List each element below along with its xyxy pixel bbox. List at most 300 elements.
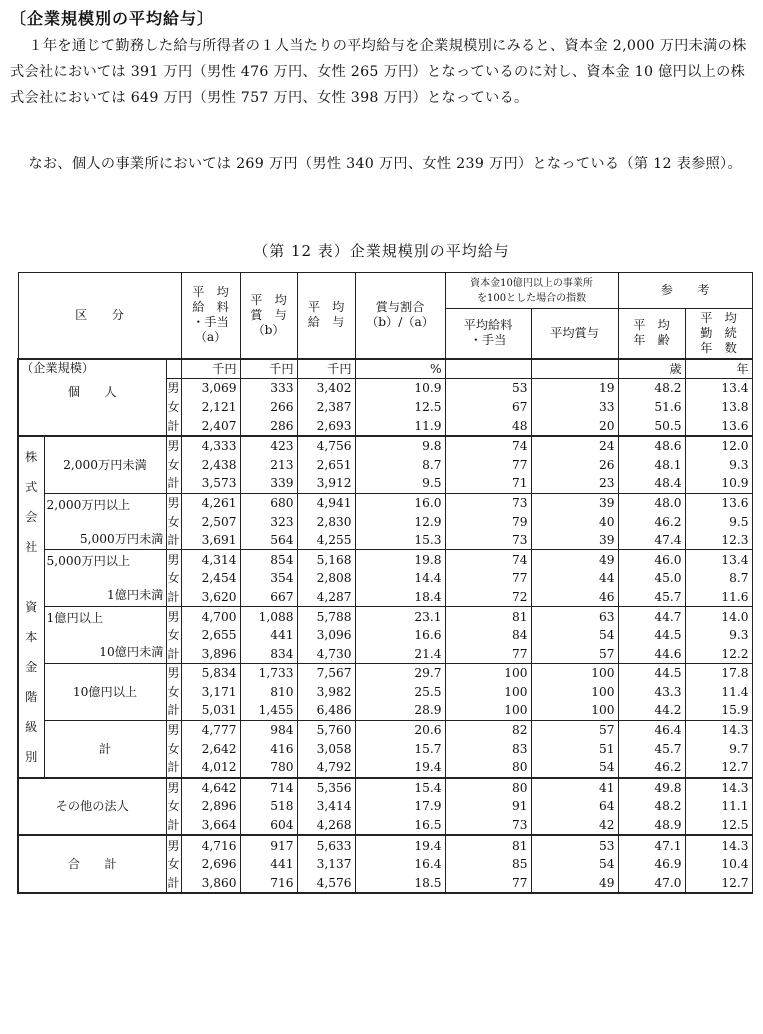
col-index-bonus: 39 (531, 531, 618, 550)
col-avg-pay: 3,896 (181, 644, 240, 663)
col-avg-tenure: 12.5 (685, 816, 752, 836)
col-bonus-ratio: 15.3 (355, 531, 445, 550)
col-avg-age: 47.4 (618, 531, 685, 550)
category-label-text: 個 人 (67, 384, 117, 399)
category-label-line: 計 (98, 741, 112, 756)
col-avg-tenure: 8.7 (685, 569, 752, 588)
col-avg-tenure: 11.6 (685, 588, 752, 607)
col-avg-bonus: 1,088 (240, 607, 297, 626)
col-bonus-ratio: 18.4 (355, 588, 445, 607)
col-bonus-ratio: 9.5 (355, 474, 445, 493)
col-avg-salary: 3,912 (297, 474, 355, 493)
col-avg-tenure: 12.7 (685, 758, 752, 778)
col-avg-bonus: 339 (240, 474, 297, 493)
col-index-pay: 48 (445, 416, 531, 436)
col-index-pay: 73 (445, 816, 531, 836)
col-avg-age: 48.4 (618, 474, 685, 493)
col-avg-tenure: 9.5 (685, 512, 752, 531)
category-label-4 (44, 607, 166, 664)
col-avg-age: 44.6 (618, 644, 685, 663)
sex-cell: 女 (166, 739, 181, 758)
table-row (18, 720, 752, 739)
col-bonus-ratio: 15.7 (355, 739, 445, 758)
col-avg-salary: 3,402 (297, 379, 355, 398)
sex-cell: 男 (166, 664, 181, 683)
col-avg-age: 48.6 (618, 436, 685, 456)
table-row (18, 436, 752, 456)
category-label-1 (44, 436, 166, 493)
sex-cell: 男 (166, 550, 181, 569)
col-bonus-ratio: 15.4 (355, 778, 445, 798)
col-avg-bonus: 286 (240, 416, 297, 436)
col-index-bonus: 51 (531, 739, 618, 758)
col-avg-tenure: 12.2 (685, 644, 752, 663)
category-label-line (47, 627, 164, 643)
col-avg-pay: 3,691 (181, 531, 240, 550)
col-bonus-ratio: 8.7 (355, 455, 445, 474)
col-avg-salary: 2,808 (297, 569, 355, 588)
col-avg-tenure: 14.3 (685, 720, 752, 739)
col-avg-pay: 3,620 (181, 588, 240, 607)
col-avg-bonus: 680 (240, 493, 297, 512)
col-avg-pay: 2,121 (181, 398, 240, 417)
col-avg-pay: 2,896 (181, 797, 240, 816)
category-label-3 (44, 550, 166, 607)
col-avg-age: 46.0 (618, 550, 685, 569)
sex-cell: 計 (166, 644, 181, 663)
col-avg-tenure: 9.3 (685, 455, 752, 474)
col-avg-salary: 4,287 (297, 588, 355, 607)
col-avg-pay: 2,696 (181, 855, 240, 874)
col-index-pay: 80 (445, 778, 531, 798)
col-avg-age: 43.3 (618, 683, 685, 702)
category-label-line: 1億円以上 (46, 611, 104, 626)
col-avg-bonus: 810 (240, 683, 297, 702)
col-avg-bonus: 323 (240, 512, 297, 531)
header-reference-group: 参 考 (618, 273, 752, 309)
col-avg-tenure: 13.8 (685, 398, 752, 417)
col-avg-age: 50.5 (618, 416, 685, 436)
col-bonus-ratio: 12.9 (355, 512, 445, 531)
salary-table (17, 272, 753, 894)
sex-cell: 女 (166, 855, 181, 874)
col-avg-age: 48.2 (618, 797, 685, 816)
col-bonus-ratio: 19.4 (355, 835, 445, 855)
col-index-pay: 80 (445, 758, 531, 778)
col-avg-age: 46.9 (618, 855, 685, 874)
header-avg-tenure: 平 均 勤 続 年 数 (685, 309, 752, 359)
col-avg-age: 48.1 (618, 455, 685, 474)
col-avg-salary: 3,096 (297, 626, 355, 645)
unit-salary: 千円 (297, 359, 355, 379)
sex-cell: 男 (166, 778, 181, 798)
col-avg-bonus: 423 (240, 436, 297, 456)
sex-cell: 女 (166, 455, 181, 474)
category-label-line (47, 570, 164, 586)
col-index-bonus: 54 (531, 855, 618, 874)
sex-cell: 女 (166, 512, 181, 531)
col-index-bonus: 40 (531, 512, 618, 531)
sex-cell: 女 (166, 683, 181, 702)
col-index-bonus: 33 (531, 398, 618, 417)
col-index-pay: 77 (445, 569, 531, 588)
col-avg-pay: 2,507 (181, 512, 240, 531)
sex-cell: 計 (166, 531, 181, 550)
header-avg-pay: 平 均 給 料 ・手当 （a） (181, 273, 240, 359)
col-avg-age: 45.7 (618, 739, 685, 758)
col-avg-pay: 3,573 (181, 474, 240, 493)
category-label-7 (18, 778, 166, 836)
unit-age: 歳 (618, 359, 685, 379)
col-avg-tenure: 13.4 (685, 550, 752, 569)
col-avg-age: 47.0 (618, 874, 685, 894)
col-index-bonus: 23 (531, 474, 618, 493)
col-avg-pay: 5,031 (181, 701, 240, 720)
col-avg-tenure: 11.1 (685, 797, 752, 816)
col-avg-tenure: 12.0 (685, 436, 752, 456)
col-index-pay: 74 (445, 550, 531, 569)
col-index-pay: 74 (445, 436, 531, 456)
col-avg-salary: 5,168 (297, 550, 355, 569)
category-label-line: 5,000万円未満 (79, 531, 164, 546)
category-label-line: 5,000万円以上 (46, 554, 131, 569)
col-avg-age: 48.9 (618, 816, 685, 836)
col-index-pay: 71 (445, 474, 531, 493)
col-index-bonus: 57 (531, 720, 618, 739)
col-avg-age: 45.7 (618, 588, 685, 607)
col-avg-tenure: 9.7 (685, 739, 752, 758)
col-bonus-ratio: 25.5 (355, 683, 445, 702)
col-index-pay: 81 (445, 607, 531, 626)
col-avg-pay: 4,333 (181, 436, 240, 456)
unit-tenure: 年 (685, 359, 752, 379)
col-avg-pay: 3,860 (181, 874, 240, 894)
col-bonus-ratio: 28.9 (355, 701, 445, 720)
col-avg-bonus: 984 (240, 720, 297, 739)
category-label-5 (44, 664, 166, 721)
unit-row (18, 359, 752, 379)
col-avg-pay: 4,261 (181, 493, 240, 512)
col-avg-pay: 2,655 (181, 626, 240, 645)
col-avg-pay: 4,700 (181, 607, 240, 626)
col-avg-tenure: 11.4 (685, 683, 752, 702)
col-bonus-ratio: 21.4 (355, 644, 445, 663)
table-row (18, 778, 752, 798)
col-avg-age: 46.2 (618, 512, 685, 531)
col-index-pay: 77 (445, 874, 531, 894)
col-avg-salary: 2,830 (297, 512, 355, 531)
col-avg-tenure: 13.6 (685, 493, 752, 512)
col-avg-age: 46.2 (618, 758, 685, 778)
col-index-pay: 77 (445, 455, 531, 474)
col-bonus-ratio: 12.5 (355, 398, 445, 417)
col-index-bonus: 100 (531, 664, 618, 683)
col-avg-salary: 5,788 (297, 607, 355, 626)
col-avg-pay: 4,716 (181, 835, 240, 855)
table-title: （第 12 表）企業規模別の平均給与 (253, 242, 510, 260)
col-avg-bonus: 564 (240, 531, 297, 550)
col-bonus-ratio: 20.6 (355, 720, 445, 739)
col-avg-bonus: 917 (240, 835, 297, 855)
col-index-bonus: 64 (531, 797, 618, 816)
col-bonus-ratio: 16.4 (355, 855, 445, 874)
col-bonus-ratio: 14.4 (355, 569, 445, 588)
sex-cell: 女 (166, 569, 181, 588)
sex-cell: 女 (166, 797, 181, 816)
col-index-bonus: 49 (531, 550, 618, 569)
category-label-6 (44, 720, 166, 777)
sex-cell: 計 (166, 416, 181, 436)
col-avg-tenure: 10.9 (685, 474, 752, 493)
col-avg-bonus: 714 (240, 778, 297, 798)
col-index-bonus: 54 (531, 626, 618, 645)
col-index-bonus: 39 (531, 493, 618, 512)
col-avg-salary: 2,693 (297, 416, 355, 436)
unit-bonus: 千円 (240, 359, 297, 379)
col-avg-salary: 7,567 (297, 664, 355, 683)
col-bonus-ratio: 18.5 (355, 874, 445, 894)
col-avg-pay: 2,438 (181, 455, 240, 474)
col-avg-pay: 2,454 (181, 569, 240, 588)
col-index-pay: 67 (445, 398, 531, 417)
col-index-bonus: 42 (531, 816, 618, 836)
col-avg-pay: 4,777 (181, 720, 240, 739)
table-row (18, 664, 752, 683)
col-avg-salary: 4,730 (297, 644, 355, 663)
col-avg-salary: 3,414 (297, 797, 355, 816)
col-index-pay: 100 (445, 683, 531, 702)
col-avg-tenure: 14.3 (685, 835, 752, 855)
col-index-bonus: 53 (531, 835, 618, 855)
col-index-pay: 85 (445, 855, 531, 874)
col-avg-salary: 5,760 (297, 720, 355, 739)
col-avg-tenure: 17.8 (685, 664, 752, 683)
col-avg-bonus: 1,455 (240, 701, 297, 720)
col-avg-bonus: 354 (240, 569, 297, 588)
table-row (18, 550, 752, 569)
category-label-line: 10億円未満 (99, 645, 164, 660)
col-avg-bonus: 604 (240, 816, 297, 836)
col-index-pay: 81 (445, 835, 531, 855)
col-index-pay: 72 (445, 588, 531, 607)
col-avg-salary: 2,651 (297, 455, 355, 474)
category-label-0 (18, 359, 166, 436)
col-bonus-ratio: 16.6 (355, 626, 445, 645)
col-avg-salary: 4,756 (297, 436, 355, 456)
col-avg-age: 44.2 (618, 701, 685, 720)
col-bonus-ratio: 16.0 (355, 493, 445, 512)
col-bonus-ratio: 23.1 (355, 607, 445, 626)
col-avg-bonus: 266 (240, 398, 297, 417)
col-avg-tenure: 14.3 (685, 778, 752, 798)
col-avg-pay: 2,642 (181, 739, 240, 758)
col-avg-salary: 6,486 (297, 701, 355, 720)
col-avg-tenure: 9.3 (685, 626, 752, 645)
category-label-2 (44, 493, 166, 550)
col-avg-tenure: 13.6 (685, 416, 752, 436)
unit-idx_bonus (531, 359, 618, 379)
sex-cell: 計 (166, 701, 181, 720)
col-avg-age: 46.4 (618, 720, 685, 739)
col-avg-tenure: 14.0 (685, 607, 752, 626)
section-heading: 〔企業規模別の平均給与〕 (10, 9, 215, 28)
col-bonus-ratio: 17.9 (355, 797, 445, 816)
sex-cell: 男 (166, 720, 181, 739)
unit-pay: 千円 (181, 359, 240, 379)
sex-cell: 計 (166, 474, 181, 493)
sex-cell: 男 (166, 835, 181, 855)
header-bonus-ratio: 賞与割合 （b）/（a） (355, 273, 445, 359)
col-index-pay: 100 (445, 664, 531, 683)
col-index-bonus: 46 (531, 588, 618, 607)
sex-cell: 男 (166, 436, 181, 456)
col-bonus-ratio: 16.5 (355, 816, 445, 836)
col-index-bonus: 49 (531, 874, 618, 894)
col-avg-bonus: 667 (240, 588, 297, 607)
sex-cell: 計 (166, 816, 181, 836)
col-avg-bonus: 780 (240, 758, 297, 778)
col-bonus-ratio: 19.4 (355, 758, 445, 778)
col-avg-bonus: 854 (240, 550, 297, 569)
col-avg-bonus: 1,733 (240, 664, 297, 683)
col-index-pay: 84 (445, 626, 531, 645)
col-index-pay: 82 (445, 720, 531, 739)
corp-vertical-label: 株 式 会 社 資 本 金 階 級 別 (18, 436, 44, 778)
header-index-pay: 平均給料 ・手当 (445, 309, 531, 359)
table-row (18, 607, 752, 626)
col-avg-bonus: 441 (240, 855, 297, 874)
col-index-bonus: 26 (531, 455, 618, 474)
unit-idx_pay (445, 359, 531, 379)
col-avg-age: 48.0 (618, 493, 685, 512)
col-bonus-ratio: 11.9 (355, 416, 445, 436)
col-avg-bonus: 441 (240, 626, 297, 645)
col-index-pay: 91 (445, 797, 531, 816)
col-avg-pay: 4,012 (181, 758, 240, 778)
col-avg-bonus: 333 (240, 379, 297, 398)
col-index-bonus: 57 (531, 644, 618, 663)
col-avg-pay: 3,664 (181, 816, 240, 836)
header-index-bonus: 平均賞与 (531, 309, 618, 359)
col-avg-age: 44.7 (618, 607, 685, 626)
col-index-bonus: 24 (531, 436, 618, 456)
col-index-pay: 73 (445, 493, 531, 512)
col-avg-pay: 4,642 (181, 778, 240, 798)
col-index-pay: 53 (445, 379, 531, 398)
col-avg-tenure: 12.3 (685, 531, 752, 550)
sex-cell: 男 (166, 607, 181, 626)
sex-cell: 男 (166, 493, 181, 512)
header-avg-bonus: 平 均 賞 与 （b） (240, 273, 297, 359)
col-avg-age: 44.5 (618, 626, 685, 645)
col-avg-tenure: 10.4 (685, 855, 752, 874)
col-avg-age: 51.6 (618, 398, 685, 417)
col-avg-pay: 5,834 (181, 664, 240, 683)
col-avg-salary: 4,941 (297, 493, 355, 512)
col-avg-age: 48.2 (618, 379, 685, 398)
col-index-pay: 79 (445, 512, 531, 531)
col-avg-age: 47.1 (618, 835, 685, 855)
col-index-bonus: 20 (531, 416, 618, 436)
col-index-pay: 77 (445, 644, 531, 663)
col-avg-bonus: 518 (240, 797, 297, 816)
scale-label: （企業規模） (21, 360, 95, 375)
col-index-bonus: 19 (531, 379, 618, 398)
col-avg-salary: 5,356 (297, 778, 355, 798)
col-avg-salary: 3,137 (297, 855, 355, 874)
category-label-line (47, 514, 164, 530)
col-avg-salary: 4,268 (297, 816, 355, 836)
col-index-bonus: 100 (531, 683, 618, 702)
category-label-line: 2,000万円未満 (63, 457, 147, 472)
col-index-bonus: 41 (531, 778, 618, 798)
col-bonus-ratio: 9.8 (355, 436, 445, 456)
col-avg-pay: 3,069 (181, 379, 240, 398)
col-index-pay: 83 (445, 739, 531, 758)
col-bonus-ratio: 10.9 (355, 379, 445, 398)
sex-cell: 計 (166, 874, 181, 894)
sex-cell: 計 (166, 588, 181, 607)
col-avg-salary: 3,982 (297, 683, 355, 702)
unit-ratio: % (355, 359, 445, 379)
col-avg-bonus: 213 (240, 455, 297, 474)
header-category: 区 分 (18, 273, 181, 359)
category-label-8 (18, 835, 166, 893)
col-index-bonus: 54 (531, 758, 618, 778)
col-index-bonus: 100 (531, 701, 618, 720)
col-index-bonus: 44 (531, 569, 618, 588)
col-avg-pay: 3,171 (181, 683, 240, 702)
table-row (18, 835, 752, 855)
col-avg-salary: 3,058 (297, 739, 355, 758)
unit-row-sex-cell (166, 359, 181, 379)
col-avg-bonus: 716 (240, 874, 297, 894)
sex-cell: 計 (166, 758, 181, 778)
category-label-text: その他の法人 (55, 799, 129, 814)
col-avg-age: 45.0 (618, 569, 685, 588)
col-avg-tenure: 12.7 (685, 874, 752, 894)
col-avg-salary: 4,576 (297, 874, 355, 894)
sex-cell: 女 (166, 626, 181, 645)
col-avg-pay: 2,407 (181, 416, 240, 436)
col-bonus-ratio: 19.8 (355, 550, 445, 569)
col-avg-pay: 4,314 (181, 550, 240, 569)
col-avg-salary: 4,792 (297, 758, 355, 778)
col-bonus-ratio: 29.7 (355, 664, 445, 683)
col-avg-age: 49.8 (618, 778, 685, 798)
sex-cell: 男 (166, 379, 181, 398)
header-index-group: 資本金10億円以上の事業所 を100とした場合の指数 (445, 273, 618, 309)
col-avg-tenure: 15.9 (685, 701, 752, 720)
col-avg-age: 44.5 (618, 664, 685, 683)
col-index-pay: 73 (445, 531, 531, 550)
col-index-pay: 100 (445, 701, 531, 720)
table-row (18, 493, 752, 512)
col-avg-bonus: 834 (240, 644, 297, 663)
col-avg-salary: 5,633 (297, 835, 355, 855)
paragraph-2: なお、個人の事業所においては 269 万円（男性 340 万円、女性 239 万円）となっている（第 12 表参照）。 (28, 156, 742, 172)
sex-cell: 女 (166, 398, 181, 417)
col-avg-salary: 4,255 (297, 531, 355, 550)
col-index-bonus: 63 (531, 607, 618, 626)
category-label-line: 10億円以上 (72, 684, 138, 699)
col-avg-tenure: 13.4 (685, 379, 752, 398)
category-label-line: 1億円未満 (106, 588, 164, 603)
header-avg-age: 平 均 年 齢 (618, 309, 685, 359)
header-avg-salary: 平 均 給 与 (297, 273, 355, 359)
col-avg-salary: 2,387 (297, 398, 355, 417)
category-label-line: 2,000万円以上 (46, 497, 131, 512)
